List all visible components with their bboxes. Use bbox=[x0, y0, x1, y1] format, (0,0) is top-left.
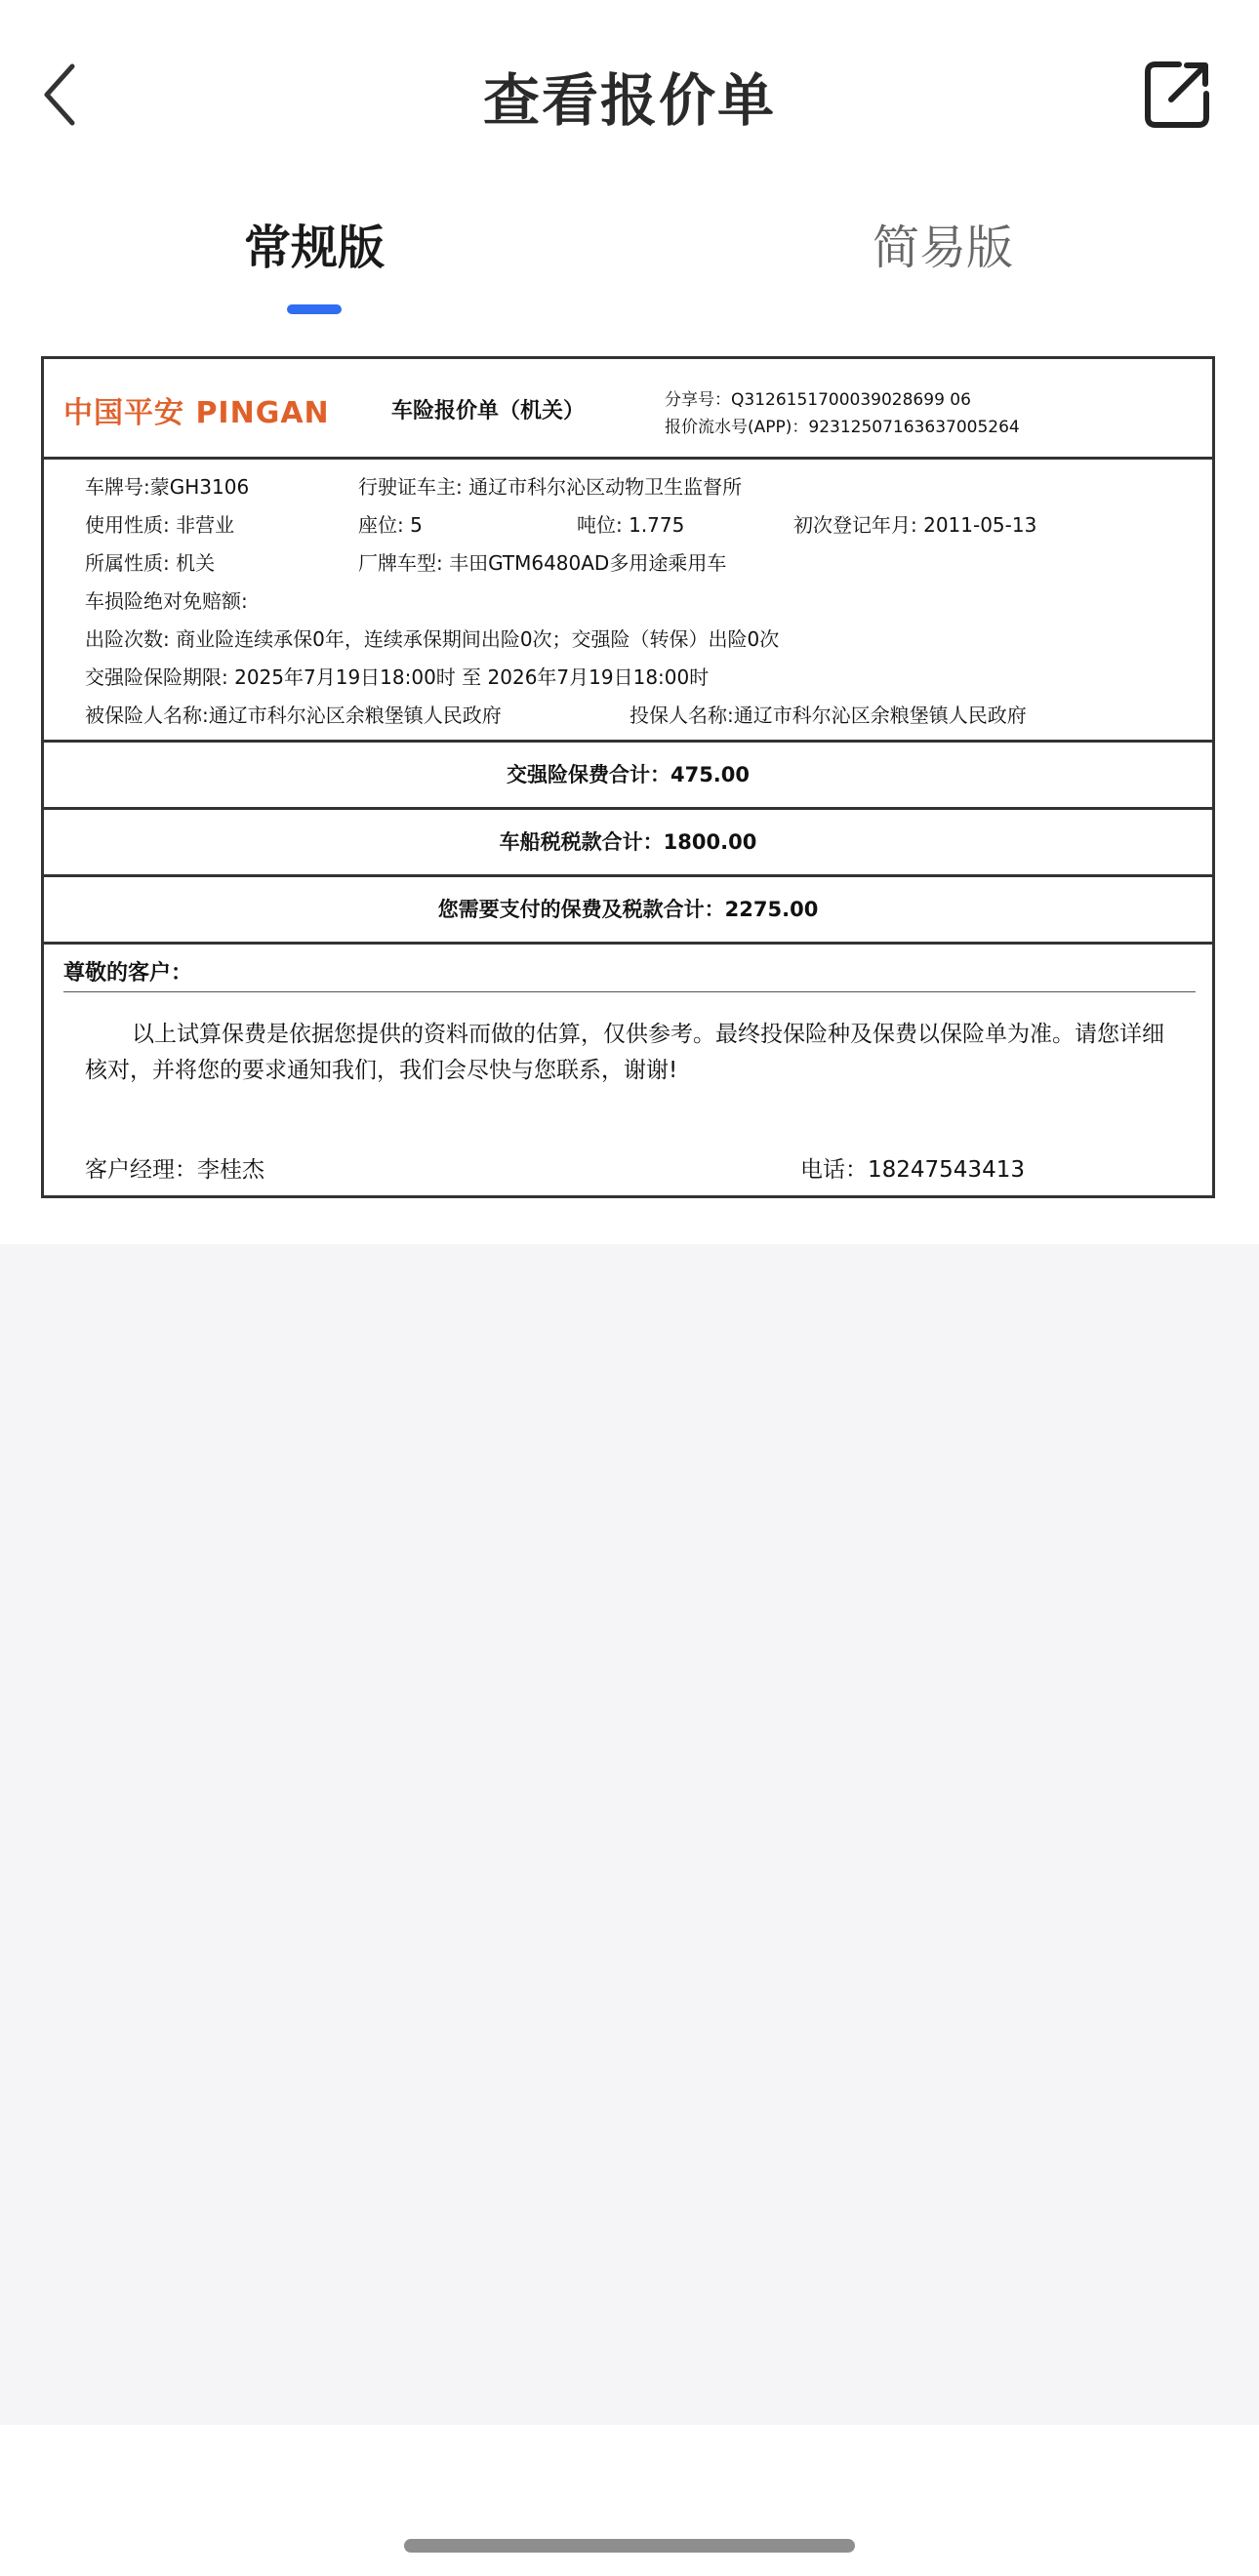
deductible: 车损险绝对免赔额: bbox=[85, 589, 248, 613]
insurance-period: 交强险保险期限: 2025年7月19日18:00时 至 2026年7月19日18:00时 bbox=[85, 665, 710, 689]
disclaimer-text: 以上试算保费是依据您提供的资料而做的估算，仅供参考。最终投保险种及保费以保险单为准。请您详细核对，并将您的要求通知我们，我们会尽快与您联系，谢谢! bbox=[85, 1022, 1164, 1083]
home-indicator[interactable] bbox=[404, 2539, 855, 2553]
tab-regular[interactable]: 常规版 bbox=[243, 221, 385, 275]
share-number: 分享号：Q3126151700039028699 06 bbox=[665, 390, 971, 410]
divider bbox=[63, 991, 1196, 992]
usage-type: 使用性质: 非营业 bbox=[85, 513, 235, 537]
contact-phone: 电话：18247543413 bbox=[800, 1157, 1025, 1183]
vehicle-tax-total: 车船税税款合计：1800.00 bbox=[44, 810, 1212, 877]
applicant-name: 投保人名称:通辽市科尔沁区余粮堡镇人民政府 bbox=[630, 704, 1027, 727]
pingan-logo: 中国平安 PINGAN bbox=[63, 396, 330, 430]
quote-header bbox=[44, 359, 1212, 460]
seats: 座位: 5 bbox=[358, 513, 423, 537]
tab-simple[interactable]: 简易版 bbox=[872, 221, 1013, 275]
share-button[interactable] bbox=[1142, 59, 1212, 131]
quote-title: 车险报价单（机关） bbox=[391, 399, 586, 423]
vehicle-model: 厂牌车型: 丰田GTM6480AD多用途乘用车 bbox=[358, 551, 727, 575]
insured-name: 被保险人名称:通辽市科尔沁区余粮堡镇人民政府 bbox=[85, 704, 502, 727]
page-title: 查看报价单 bbox=[482, 67, 776, 134]
vehicle-info bbox=[44, 457, 1212, 743]
serial-number: 报价流水号(APP)：92312507163637005264 bbox=[665, 418, 1020, 437]
grand-total: 您需要支付的保费及税款合计：2275.00 bbox=[44, 877, 1212, 945]
top-bar bbox=[0, 0, 1259, 190]
affiliation: 所属性质: 机关 bbox=[85, 551, 216, 575]
active-tab-indicator bbox=[287, 304, 342, 314]
empty-content-area bbox=[0, 1244, 1259, 2425]
share-external-icon bbox=[1142, 59, 1212, 131]
plate-number: 车牌号:蒙GH3106 bbox=[85, 475, 250, 499]
tonnage: 吨位: 1.775 bbox=[577, 513, 685, 537]
vehicle-owner: 行驶证车主: 通辽市科尔沁区动物卫生监督所 bbox=[358, 475, 743, 499]
claims-history: 出险次数: 商业险连续承保0年，连续承保期间出险0次；交强险（转保）出险0次 bbox=[85, 627, 780, 651]
greeting: 尊敬的客户： bbox=[63, 961, 193, 986]
compulsory-premium-total: 交强险保费合计：475.00 bbox=[44, 743, 1212, 810]
first-registration: 初次登记年月: 2011-05-13 bbox=[793, 513, 1037, 537]
account-manager: 客户经理：李桂杰 bbox=[85, 1157, 264, 1183]
quote-document bbox=[41, 356, 1215, 1198]
